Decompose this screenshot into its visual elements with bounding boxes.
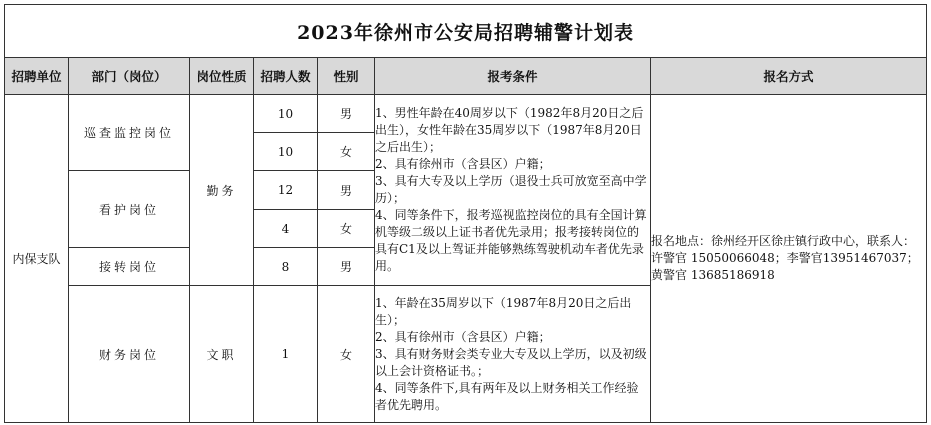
- header-row: [5, 58, 927, 95]
- requirement-line: 2、具有徐州市（含县区）户籍；: [375, 157, 551, 171]
- count-cell: 8: [254, 248, 318, 286]
- requirement-line: 4、同等条件下，报考巡视监控岗位的具有全国计算机等级二级以上证书者优先录用；报考接转岗位的具有C1及以上驾证并能够熟练驾驶机动车者优先录用。: [375, 208, 647, 273]
- table-title: 2023年徐州市公安局招聘辅警计划表: [5, 5, 927, 58]
- application-cell: 报名地点：徐州经开区徐庄镇行政中心，联系人：许警官 15050066048；李警官13951467037；黄警官 13685186918: [651, 95, 927, 423]
- nature-duty: 勤务: [190, 95, 254, 286]
- requirements-duty: [375, 95, 651, 286]
- gender-cell: 男: [318, 171, 375, 210]
- gender-cell: 女: [318, 133, 375, 171]
- requirement-line: 1、年龄在35周岁以下（1987年8月20日之后出生）；: [375, 295, 632, 327]
- position-guard: 看护岗位: [69, 171, 190, 248]
- header-unit: 招聘单位: [5, 58, 69, 95]
- recruitment-plan-table: [4, 4, 927, 423]
- gender-cell: 男: [318, 248, 375, 286]
- requirement-line: 1、男性年龄在40周岁以下（1982年8月20日之后出生），女性年龄在35周岁以下（1987年8月20日之后出生）；: [375, 106, 644, 154]
- nature-clerical: 文职: [190, 286, 254, 423]
- unit-cell: 内保支队: [5, 95, 69, 423]
- table-row: [5, 95, 927, 133]
- header-requirements: 报考条件: [375, 58, 651, 95]
- header-count: 招聘人数: [254, 58, 318, 95]
- header-application: 报名方式: [651, 58, 927, 95]
- gender-cell: 女: [318, 210, 375, 248]
- position-finance: 财务岗位: [69, 286, 190, 423]
- position-patrol-monitor: 巡查监控岗位: [69, 95, 190, 171]
- header-department: 部门（岗位）: [69, 58, 190, 95]
- count-cell: 4: [254, 210, 318, 248]
- count-cell: 12: [254, 171, 318, 210]
- requirement-line: 2、具有徐州市（含县区）户籍；: [375, 329, 551, 344]
- requirements-clerical: [375, 286, 651, 423]
- requirement-line: 4、同等条件下,具有两年及以上财务相关工作经验者优先聘用。: [375, 380, 639, 412]
- gender-cell: 女: [318, 286, 375, 423]
- position-transfer: 接转岗位: [69, 248, 190, 286]
- count-cell: 1: [254, 286, 318, 423]
- requirement-line: 3、具有财务财会类专业大专及以上学历，以及初级以上会计资格证书。；: [375, 346, 647, 378]
- count-cell: 10: [254, 95, 318, 133]
- header-gender: 性别: [318, 58, 375, 95]
- header-nature: 岗位性质: [190, 58, 254, 95]
- requirement-line: 3、具有大专及以上学历（退役士兵可放宽至高中学历）；: [375, 174, 647, 205]
- gender-cell: 男: [318, 95, 375, 133]
- count-cell: 10: [254, 133, 318, 171]
